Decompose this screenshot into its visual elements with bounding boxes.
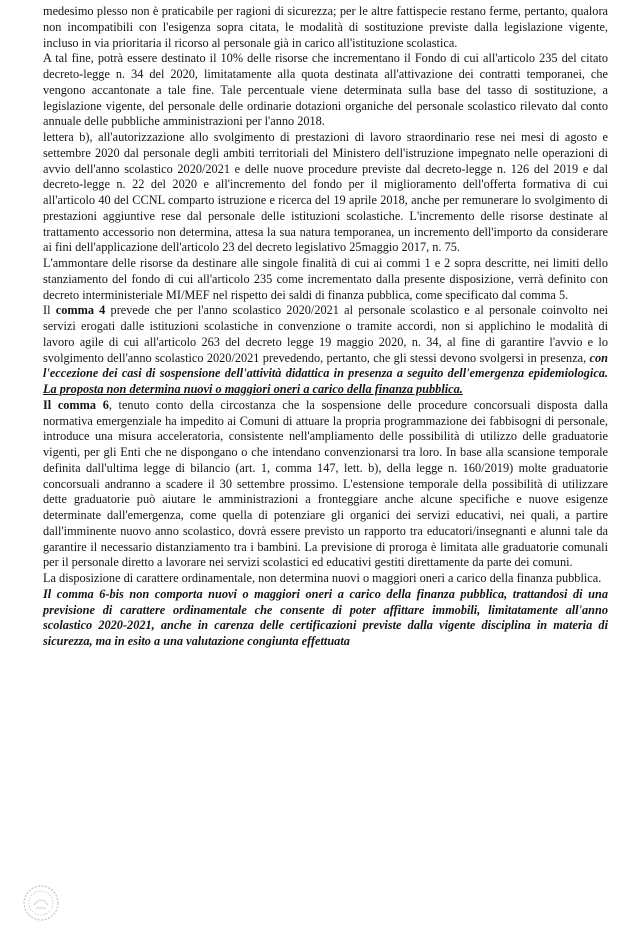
paragraph-3: lettera b), all'autorizzazione allo svolgimento di prestazioni di lavoro straordinario rese nei mesi di agosto e settembre 2020 dal personale degli ambiti territoriali del Ministero dell'istruzione impegnato nelle operazioni di avvio dell'anno scolastico 2020/2021 e delle nuove procedure previste dal decreto-legge n. 126 del 2019 e dal decreto-legge n. 22 del 2020 e all'incremento del fondo per il miglioramento dell'offerta formativa di cui all'articolo 40 del CCNL comparto istruzione e ricerca del 19 aprile 2018, anche per remunerare lo svolgimento di prestazioni aggiuntive rese dal personale delle istituzioni scolastiche. L'incremento delle risorse destinate al trattamento accessorio non determina, attesa la sua natura temporanea, un incremento dell'importo da considerare ai fini dell'applicazione dell'articolo 23 del decreto legislativo 25maggio 2017, n. 75. xyxy=(43,130,608,255)
paragraph-6-bold: Il comma 6 xyxy=(43,397,109,412)
paragraph-5-lead: Il xyxy=(43,303,56,318)
paragraph-5-emphasis-1: con l'eccezione dei casi di sospensione dell'attività didattica in presenza a seguito dell'emergenza epidemiologica. xyxy=(43,350,608,381)
paragraph-5-text: prevede che per l'anno scolastico 2020/2021 al personale scolastico e al personale coinvolto nei servizi erogati dalle istituzioni scolastiche in convenzione o tramite accordi, non si applichino le modalità di lavoro agile di cui all'articolo 263 del decreto legge 19 maggio 2020, n. 34, al fine di garantire l'avvio e lo svolgimento dell'anno scolastico 2020/2021 prevedendo, pertanto, che gli stessi devono svolgersi in presenza, xyxy=(43,303,608,365)
document-body xyxy=(43,4,608,650)
paragraph-2: A tal fine, potrà essere destinato il 10% delle risorse che incrementano il Fondo di cui all'articolo 235 del citato decreto-legge n. 34 del 2020, limitatamente alla quota destinata all'attivazione dei contratti temporanei, che vengono accantonate a tale fine. Tale percentuale viene determinata sulla base del tasso di sostituzione, a legislazione vigente, del personale delle ordinarie dotazioni organiche del personale scolastico rilevato dal conto annuale delle pubbliche amministrazioni per l'anno 2018. xyxy=(43,51,608,129)
paragraph-5-bold: comma 4 xyxy=(55,303,106,318)
paragraph-8: Il comma 6-bis non comporta nuovi o maggiori oneri a carico della finanza pubblica, trattandosi di una previsione di carattere ordinamentale che consente di poter affittare immobili, limitatamente all'anno scolastico 2020-2021, anche in carenza delle certificazioni previste dalla vigente disciplina in materia di sicurezza, ma in esito a una valutazione congiunta effettuata xyxy=(43,586,608,648)
paragraph-1: medesimo plesso non è praticabile per ragioni di sicurezza; per le altre fattispecie restano ferme, pertanto, qualora non incompatibili con l'esigenza sopra citata, le modalità di sostituzione previste dalla legislazione vigente, incluso in via prioritaria il ricorso al personale già in carico all'istituzione scolastica. xyxy=(43,4,608,50)
paragraph-5-emphasis-2: La proposta non determina nuovi o maggiori oneri a carico della finanza pubblica. xyxy=(43,382,463,396)
paragraph-6-text: , tenuto conto della circostanza che la sospensione delle procedure concorsuali disposta dalla normativa emergenziale ha impedito ai Comuni di attuare la propria programmazione dei fabbisogni di personale, introduce una misura acceleratoria, consistente nell'ampliamento delle possibilità di utilizzo delle graduatorie vigenti, per gli Enti che ne dispongano o che intendano convenzionarsi tra loro. In base alla scansione temporale definita dall'ultima legge di bilancio (art. 1, comma 147, lett. b), della legge n. 160/2019) molte graduatorie concorsuali andranno a scadere il 30 settembre prossimo. L'estensione temporale della possibilità di utilizzare dette graduatorie può aiutare le amministrazioni a fronteggiare anche alcune specifiche e nuove esigenze determinate dall'emergenza, come quella di potenziare gli organici dei servizi educativi, nei quali, a partire dall'imminente nuovo anno scolastico, dovrà essere previsto un rapporto tra educatori/insegnanti e alunni tale da garantire il necessario distanziamento tra i bambini. La previsione di proroga è limitata alle graduatorie comunali per il personale diretto a lavorare nei servizi scolastici ed educativi gestiti direttamente da parte dei comuni. xyxy=(43,397,608,570)
paragraph-5 xyxy=(43,303,608,398)
paragraph-7: La disposizione di carattere ordinamentale, non determina nuovi o maggiori oneri a carico della finanza pubblica. xyxy=(43,571,602,585)
paragraph-6 xyxy=(43,398,608,571)
paragraph-4: L'ammontare delle risorse da destinare alle singole finalità di cui ai commi 1 e 2 sopra descritte, nei limiti dello stanziamento del fondo di cui all'articolo 235 come incrementato dalla presente disposizione, verrà definito con decreto interministeriale MI/MEF nel rispetto dei saldi di finanza pubblica, come specificato dal comma 5. xyxy=(43,256,608,302)
official-seal-icon xyxy=(22,884,60,922)
